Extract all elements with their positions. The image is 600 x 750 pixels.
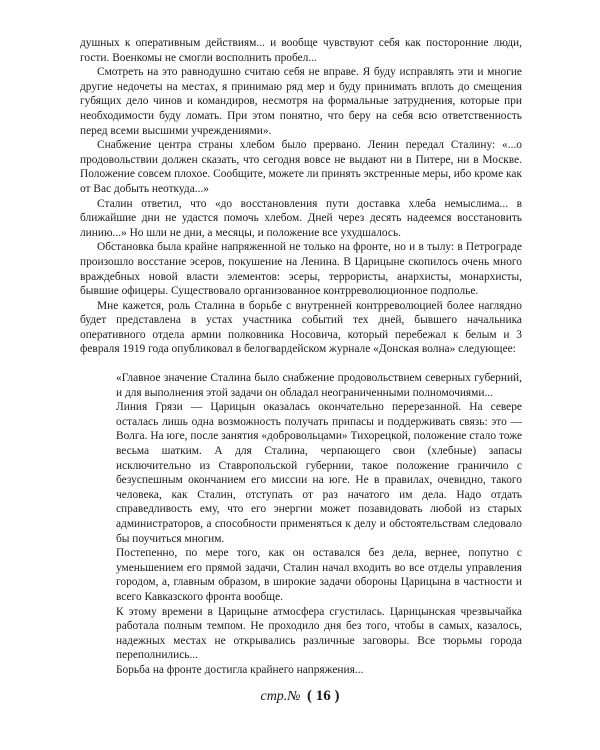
body-paragraph: Смотреть на это равнодушно считаю себя не вправе. Я буду исправлять эти и многие другие недочеты на местах, я принимаю ряд мер и буду принимать вплоть до смещения губящих дело чинов и командиров, несмотря на формальные затруднения, которые при необходимости буду ломать. При этом понятно, что беру на себя всю ответственность перед всеми высшими учреждениями». <box>80 66 522 137</box>
quote-paragraph: Борьба на фронте достигла крайнего напряжения... <box>116 663 364 676</box>
quote-paragraph: Линия Грязи — Царицын оказалась окончательно перерезанной. На севере осталась лишь одна возможность получать припасы и поддерживать связь: это — Волга. На юге, после занятия «добровольцами» Тихорецкой, положение стало тоже весьма шатким. А для Сталина, черпающего свои (хлебные) запасы исключительно из Ставропольской губернии, такое положение граничило с безуспешным окончанием его миссии на юге. Не в правилах, очевидно, такого человека, как Сталин, отступать от раз начатого им дела. Надо отдать справедливость ему, что его энергии может позавидовать любой из старых администраторов, а способности применяться к делу и обстоятельствам следовало бы поучиться многим. <box>116 401 522 545</box>
body-paragraph: Обстановка была крайне напряженной не только на фронте, но и в тылу: в Петрограде произошло восстание эсеров, покушение на Ленина. В Царицыне скопилось очень много враждебных новой власти элементов: эсеры, террористы, анархисты, монархисты, бывшие офицеры. Существовало организованное контрреволюционное подполье. <box>80 241 522 298</box>
spacer <box>80 357 522 371</box>
body-paragraph: Снабжение центра страны хлебом было прервано. Ленин передал Сталину: «...о продовольствии должен сказать, что сегодня вовсе не выдают ни в Питере, ни в Москве. Положение совсем плохое. Сообщите, можете ли принять экстренные меры, ибо кроме как от Вас добыть неоткуда...» <box>80 139 522 195</box>
quote-paragraph: Постепенно, по мере того, как он оставался без дела, вернее, попутно с уменьшением его прямой задачи, Сталин начал входить во все отделы управления городом, а, главным образом, в широкие задачи обороны Царицына в частности и всего Кавказского фронта вообще. <box>116 547 522 603</box>
page-number: ( 16 ) <box>307 688 340 704</box>
body-paragraph-continuation: душных к оперативным действиям... и вообще чувствуют себя как посторонние люди, гости. Военкомы не смогли восполнить пробел... <box>80 37 522 64</box>
document-page <box>80 36 522 726</box>
page-footer <box>0 688 600 705</box>
body-paragraph: Мне кажется, роль Сталина в борьбе с внутренней контрреволюцией более наглядно будет представлена в устах участника событий тех дней, бывшего начальника оперативного отдела армии полковника Носовича, который перебежал к белым и 3 февраля 1919 года опубликовал в белогвардейском журнале «Донская волна» следующее: <box>80 299 522 356</box>
quote-paragraph: «Главное значение Сталина было снабжение продовольствием северных губерний, и для выполнения этой задачи он обладал неограниченными полномочиями... <box>116 372 522 399</box>
body-paragraph: Сталин ответил, что «до восстановления пути доставка хлеба немыслима... в ближайшие дни не удастся помочь хлебом. Дней через десять надеемся восстановить линию...» Но шли не дни, а месяцы, и положение все ухудшалось. <box>80 197 522 239</box>
page-label: стр.№ <box>260 689 301 704</box>
quote-paragraph: К этому времени в Царицыне атмосфера сгустилась. Царицынская чрезвычайка работала полным темпом. Не проходило дня без того, чтобы в самых, казалось, надежных местах не открывались различные заговоры. Все тюрьмы города переполнились... <box>116 605 522 662</box>
block-quote <box>116 371 522 677</box>
